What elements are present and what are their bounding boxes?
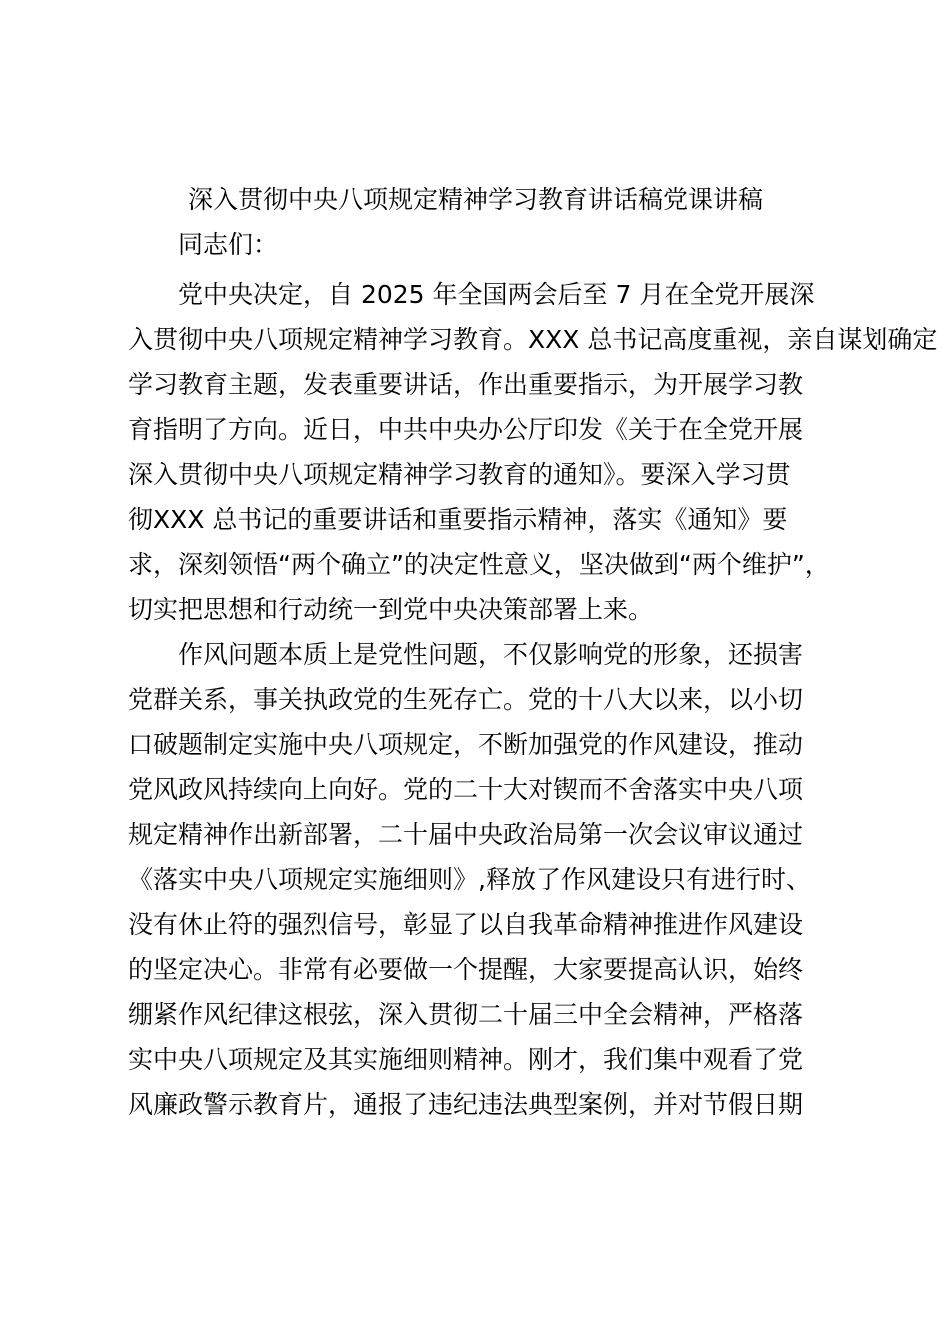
paragraph-line: 党中央决定，自 2025 年全国两会后至 7 月在全党开展深 bbox=[178, 280, 815, 309]
paragraph-line: 彻XXX 总书记的重要讲话和重要指示精神，落实《通知》要 bbox=[128, 505, 788, 534]
paragraph-line: 党风政风持续向上向好。党的二十大对锲而不舍落实中央八项 bbox=[128, 775, 804, 804]
paragraph-line: 育指明了方向。近日，中共中央办公厅印发《关于在全党开展 bbox=[128, 415, 804, 444]
paragraph-line: 学习教育主题，发表重要讲话，作出重要指示，为开展学习教 bbox=[128, 370, 804, 399]
paragraph-line: 的坚定决心。非常有必要做一个提醒，大家要提高认识，始终 bbox=[128, 955, 804, 984]
paragraph-line: 没有休止符的强烈信号，彰显了以自我革命精神推进作风建设 bbox=[128, 910, 804, 939]
greeting: 同志们： bbox=[178, 230, 279, 259]
paragraph-line: 风廉政警示教育片，通报了违纪违法典型案例，并对节假日期 bbox=[128, 1090, 804, 1119]
paragraph-line: 党群关系，事关执政党的生死存亡。党的十八大以来，以小切 bbox=[128, 685, 804, 714]
paragraph-line: 绷紧作风纪律这根弦，深入贯彻二十届三中全会精神，严格落 bbox=[128, 1000, 804, 1029]
paragraph-line: 实中央八项规定及其实施细则精神。刚才，我们集中观看了党 bbox=[128, 1045, 804, 1074]
paragraph-line: 作风问题本质上是党性问题，不仅影响党的形象，还损害 bbox=[178, 640, 804, 669]
paragraph-line: 《落实中央八项规定实施细则》,释放了作风建设只有进行时、 bbox=[128, 865, 811, 894]
paragraph-line: 求，深刻领悟“两个确立”的决定性意义，坚决做到“两个维护”， bbox=[128, 550, 830, 579]
paragraph-line: 规定精神作出新部署，二十届中央政治局第一次会议审议通过 bbox=[128, 820, 804, 849]
paragraph-line: 深入贯彻中央八项规定精神学习教育的通知》。要深入学习贯 bbox=[128, 460, 791, 489]
paragraph-line: 口破题制定实施中央八项规定，不断加强党的作风建设，推动 bbox=[128, 730, 804, 759]
paragraph-line: 入贯彻中央八项规定精神学习教育。XXX 总书记高度重视，亲自谋划确定 bbox=[128, 325, 938, 354]
document-title: 深入贯彻中央八项规定精神学习教育讲话稿党课讲稿 bbox=[188, 185, 764, 214]
paragraph-line: 切实把思想和行动统一到党中央决策部署上来。 bbox=[128, 595, 654, 624]
